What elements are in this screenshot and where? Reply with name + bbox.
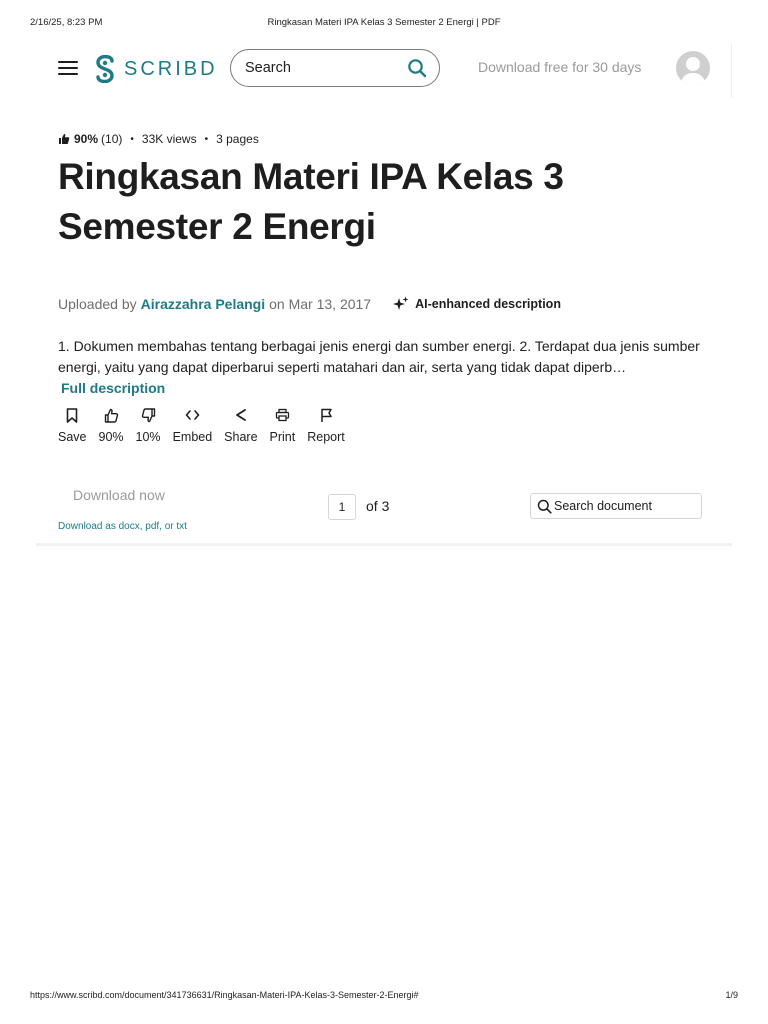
ai-enhanced-label: AI-enhanced description <box>415 297 561 311</box>
document-description: 1. Dokumen membahas tentang berbagai jenis energi dan sumber energi. 2. Terdapat dua jenis sumber energi, yaitu yang dapat diperbarui seperti matahari dan air, serta yang tidak dapat diperb… <box>58 338 700 375</box>
print-label: Print <box>269 430 296 444</box>
dislike-button[interactable] <box>136 407 161 444</box>
total-pages-label: of 3 <box>366 498 390 514</box>
logo-text: SCRIBD <box>124 57 218 80</box>
like-button[interactable] <box>99 407 124 444</box>
view-count: 33K views <box>141 132 197 146</box>
upload-info <box>58 296 561 312</box>
bookmark-icon <box>66 408 78 423</box>
viewer-toolbar <box>36 478 732 546</box>
page-count: 3 pages <box>216 132 259 146</box>
download-free-trial-link[interactable]: Download free for 30 days <box>478 59 642 75</box>
download-now-button[interactable]: Download now <box>73 487 165 503</box>
report-label: Report <box>307 430 345 444</box>
avatar[interactable] <box>676 51 710 85</box>
download-format-link[interactable]: Download as docx, pdf, or txt <box>58 521 187 532</box>
print-icon <box>275 408 290 422</box>
embed-button[interactable] <box>173 407 213 444</box>
rating-count: (10) <box>101 132 123 146</box>
uploaded-by-label: Uploaded by <box>58 296 137 312</box>
print-title: Ringkasan Materi IPA Kelas 3 Semester 2 Energi | PDF <box>267 17 501 28</box>
share-icon <box>234 408 248 422</box>
document-search-box[interactable] <box>530 493 702 519</box>
code-icon <box>185 409 200 421</box>
print-url: https://www.scribd.com/document/341736631/Ringkasan-Materi-IPA-Kelas-3-Semester-2-Energi# <box>30 990 419 1000</box>
rating-percent: 90% <box>74 132 99 146</box>
like-percent-label: 90% <box>98 430 124 444</box>
search-icon[interactable] <box>407 58 427 78</box>
separator-dot: • <box>204 133 209 145</box>
print-button[interactable] <box>270 407 296 444</box>
print-date: 2/16/25, 8:23 PM <box>30 17 103 28</box>
page-title: Ringkasan Materi IPA Kelas 3 Semester 2 Energi <box>58 156 564 247</box>
hamburger-menu-icon[interactable] <box>58 61 78 77</box>
print-header <box>30 17 738 31</box>
search-icon <box>537 499 552 514</box>
dislike-percent-label: 10% <box>135 430 161 444</box>
page-number-input[interactable]: 1 <box>328 494 356 520</box>
upload-date: on Mar 13, 2017 <box>269 296 372 312</box>
separator-dot: • <box>130 133 134 145</box>
ai-enhanced-badge <box>393 296 561 312</box>
share-button[interactable] <box>224 407 257 444</box>
search-input[interactable] <box>245 60 395 76</box>
thumbs-up-icon <box>104 408 119 423</box>
full-description-link[interactable]: Full description <box>61 380 166 396</box>
print-page-number: 1/9 <box>725 990 738 1000</box>
scribd-logo[interactable] <box>94 54 218 84</box>
save-label: Save <box>58 430 87 444</box>
user-avatar-icon <box>676 51 710 85</box>
flag-icon <box>320 408 333 423</box>
thumbs-down-icon <box>141 408 156 423</box>
scribd-logo-icon <box>94 55 116 83</box>
document-search-input[interactable] <box>554 499 694 513</box>
save-button[interactable] <box>58 407 87 444</box>
top-navigation <box>36 44 732 98</box>
report-button[interactable] <box>307 407 345 444</box>
action-bar <box>58 407 357 444</box>
sparkle-icon <box>393 296 409 312</box>
print-footer <box>30 990 738 1004</box>
search-box[interactable] <box>230 49 440 87</box>
embed-label: Embed <box>172 430 213 444</box>
share-label: Share <box>224 430 258 444</box>
document-stats <box>58 132 259 146</box>
author-link[interactable]: Airazzahra Pelangi <box>140 296 266 312</box>
thumbs-up-icon <box>58 133 70 145</box>
